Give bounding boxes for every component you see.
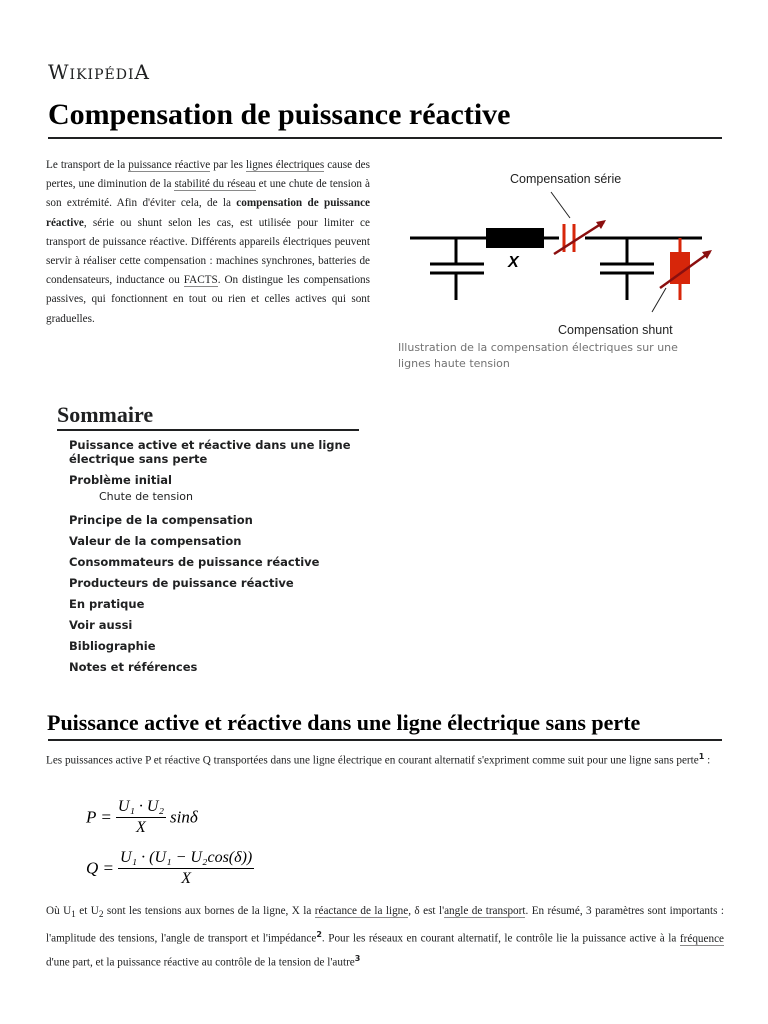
intro-text: Le transport de la — [46, 159, 129, 171]
section-underline — [48, 739, 722, 741]
link-facts[interactable]: FACTS — [183, 274, 218, 287]
toc-item[interactable]: Principe de la compensation — [69, 513, 253, 527]
intro-text: et une chute de tension à son extrémité. Afin d'éviter cela, de la — [46, 178, 371, 210]
label-compensation-serie: Compensation série — [510, 172, 622, 186]
subscript: 2 — [98, 910, 104, 921]
toc-item[interactable]: En pratique — [69, 597, 145, 611]
figure-caption: Illustration de la compensation électriques sur une lignes haute tension — [398, 341, 678, 370]
paragraph-text: , δ est l' — [408, 905, 445, 917]
formula-lhs: P = — [86, 807, 112, 827]
table-of-contents — [69, 438, 369, 674]
toc-subitem[interactable]: Chute de tension — [99, 490, 193, 503]
footnote-ref[interactable]: 3 — [354, 953, 361, 963]
formula-tail: sinδ — [170, 807, 198, 827]
link-stabilite-reseau[interactable]: stabilité du réseau — [174, 178, 256, 191]
reactance-label: X — [508, 254, 519, 271]
toc-heading: Sommaire — [57, 402, 154, 427]
label-compensation-shunt: Compensation shunt — [558, 323, 673, 337]
toc-item[interactable]: Puissance active et réactive dans une ligne électrique sans perte — [69, 438, 351, 466]
intro-text: par les — [210, 159, 246, 171]
formula-reactive-power — [86, 848, 258, 889]
pointer-line — [652, 288, 666, 312]
intro-text: , série ou shunt selon les cas, est utilisée pour limiter ce transport de puissance réactive. Différents appareils électriques peuvent servir à réaliser cette compensation : machines synchrones, batteries de condensateurs, inductance ou — [46, 216, 370, 287]
line-reactance-box — [486, 228, 544, 248]
link-frequence[interactable]: fréquence — [679, 932, 725, 945]
paragraph-text: et U — [75, 905, 99, 917]
fraction — [118, 848, 254, 889]
denominator: X — [136, 819, 146, 836]
toc-item[interactable]: Problème initial — [69, 473, 172, 487]
link-reactance[interactable]: réactance de la ligne — [314, 905, 409, 917]
intro-text: . On distingue les compensations passives, qui fonctionnent en tout ou rien et celles actives qui sont graduelles. — [46, 274, 370, 325]
toc-item[interactable]: Notes et références — [69, 660, 198, 674]
paragraph-text: Où U — [46, 905, 72, 917]
toc-item[interactable]: Consommateurs de puissance réactive — [69, 555, 320, 569]
toc-item[interactable]: Voir aussi — [69, 618, 133, 632]
footnote-ref[interactable]: 2 — [316, 930, 322, 940]
wikipedia-wordmark[interactable]: WikipédiA — [48, 60, 150, 84]
formula-active-power — [86, 797, 198, 838]
paragraph-text: . Pour les réseaux en courant alternatif, le contrôle lie la puissance active à la — [321, 932, 680, 945]
toc-item[interactable]: Valeur de la compensation — [69, 534, 242, 548]
compensation-diagram[interactable] — [398, 160, 722, 338]
fraction — [116, 797, 166, 838]
formula-lhs: Q = — [86, 858, 114, 878]
arrow-head — [596, 220, 606, 229]
paragraph-text: d'une part, et la puissance réactive au contrôle de la tension de l'autre — [46, 956, 355, 969]
link-angle-transport[interactable]: angle de transport — [444, 905, 526, 917]
paragraph-text: sont les tensions aux bornes de la ligne, X la — [103, 905, 315, 917]
toc-underline — [57, 429, 359, 431]
paragraph-text: Les puissances active P et réactive Q transportées dans une ligne électrique en courant alternatif s'expriment comme suit pour une ligne sans perte — [46, 754, 699, 767]
denominator: X — [181, 870, 191, 887]
section-paragraph — [46, 902, 724, 973]
link-lignes-electriques[interactable]: lignes électriques — [245, 159, 325, 171]
intro-text: cause des pertes, une diminution de la — [46, 159, 370, 191]
section-paragraph — [46, 747, 724, 771]
numerator: U₁ · (U₁ − U₂cos(δ)) — [118, 848, 254, 869]
title-underline — [48, 137, 722, 139]
bold-term: compensation de puissance réactive — [46, 197, 370, 229]
numerator: U₁ · U₂ — [116, 797, 166, 818]
paragraph-text: : — [704, 754, 711, 767]
paragraph-text: . En résumé, 3 paramètres sont importants : l'amplitude des tensions, l'angle de transport et l'impédance — [46, 905, 724, 945]
toc-item[interactable]: Bibliographie — [69, 639, 156, 653]
link-puissance-reactive[interactable]: puissance réactive — [128, 159, 211, 171]
subscript: 1 — [71, 910, 76, 921]
section-heading: Puissance active et réactive dans une ligne électrique sans perte — [47, 710, 641, 735]
page-title: Compensation de puissance réactive — [48, 98, 511, 131]
footnote-ref[interactable]: 1 — [698, 752, 705, 761]
toc-item[interactable]: Producteurs de puissance réactive — [69, 576, 294, 590]
intro-paragraph — [46, 156, 370, 329]
pointer-line — [551, 192, 570, 218]
